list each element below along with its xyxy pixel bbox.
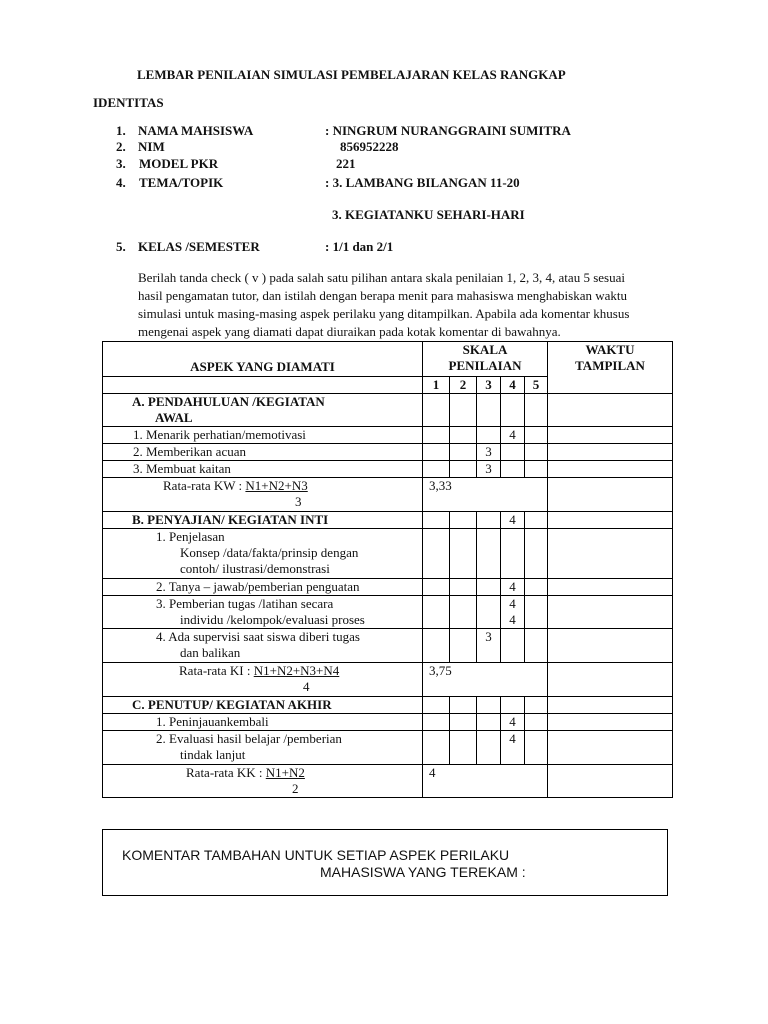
section-title: A. PENDAHULUAN /KEGIATAN [132, 394, 325, 409]
header-aspek: ASPEK YANG DIAMATI [103, 342, 423, 377]
identity-value: 856952228 [340, 139, 399, 154]
score-mark: 4 [501, 579, 525, 596]
assessment-table [102, 341, 673, 798]
identity-value: : 1/1 dan 2/1 [325, 239, 394, 254]
instruction-line: hasil pengamatan tutor, dan istilah dengan berapa menit para mahasiswa menghabiskan waktu [138, 288, 627, 303]
instruction-line: mengenai aspek yang diamati dapat diuraikan pada kotak komentar di bawahnya. [138, 324, 561, 339]
identity-label: KELAS /SEMESTER [138, 239, 260, 254]
scale-number: 1 [423, 377, 450, 394]
comment-title: KOMENTAR TAMBAHAN UNTUK SETIAP ASPEK PERILAKU [122, 847, 510, 863]
table-row: 3. Pemberian tugas /latihan secara individu /kelompok/evaluasi proses 4 4 [103, 596, 673, 629]
scale-number: 3 [477, 377, 501, 394]
table-row [103, 427, 673, 444]
identity-label: NIM [138, 139, 165, 154]
identity-num: 4. [116, 175, 126, 190]
average-value: 4 [423, 765, 548, 798]
aspect-label: 3. Membuat kaitan [103, 461, 423, 478]
average-value: 3,33 [423, 478, 548, 512]
header-skala: SKALA PENILAIAN [423, 342, 548, 377]
identity-value: 3. KEGIATANKU SEHARI-HARI [332, 207, 525, 222]
scale-number: 5 [525, 377, 548, 394]
identity-value: 221 [336, 156, 356, 171]
average-row: Rata-rata KK : N1+N2 2 4 [103, 765, 673, 798]
score-mark: 4 [501, 731, 525, 765]
comment-box[interactable] [102, 829, 668, 896]
aspect-label: 2. Tanya – jawab/pemberian penguatan [103, 579, 423, 596]
section-title: B. PENYAJIAN/ KEGIATAN INTI [103, 512, 423, 529]
identitas-heading: IDENTITAS [93, 95, 164, 110]
comment-subtitle: MAHASISWA YANG TEREKAM : [320, 864, 526, 880]
table-row: 1. Penjelasan Konsep /data/fakta/prinsip dengan contoh/ ilustrasi/demonstrasi [103, 529, 673, 579]
aspect-label: 1. Peninjauankembali [103, 714, 423, 731]
scale-number: 2 [450, 377, 477, 394]
score-mark: 3 [477, 444, 501, 461]
score-mark: 4 4 [501, 596, 525, 629]
section-title: C. PENUTUP/ KEGIATAN AKHIR [103, 697, 423, 714]
header-waktu: WAKTU TAMPILAN [548, 342, 673, 394]
instruction-line: Berilah tanda check ( v ) pada salah satu pilihan antara skala penilaian 1, 2, 3, 4, atau 5 sesuai [138, 270, 625, 285]
section-row [103, 697, 673, 714]
section-row [103, 512, 673, 529]
score-mark: 4 [501, 714, 525, 731]
document-title: LEMBAR PENILAIAN SIMULASI PEMBELAJARAN KELAS RANGKAP [137, 67, 566, 82]
identity-num: 3. [116, 156, 126, 171]
average-row: Rata-rata KW : N1+N2+N3 3 3,33 [103, 478, 673, 512]
average-row: Rata-rata KI : N1+N2+N3+N4 4 3,75 [103, 663, 673, 697]
table-row [103, 444, 673, 461]
table-row [103, 714, 673, 731]
scale-number: 4 [501, 377, 525, 394]
table-row [103, 579, 673, 596]
aspect-label: 2. Memberikan acuan [103, 444, 423, 461]
instruction-line: simulasi untuk masing-masing aspek perilaku yang ditampilkan. Apabila ada komentar khusus [138, 306, 630, 321]
table-row: 4. Ada supervisi saat siswa diberi tugas dan balikan 3 [103, 629, 673, 663]
identity-label: NAMA MAHSISWA [138, 123, 254, 138]
identity-value: : 3. LAMBANG BILANGAN 11-20 [325, 175, 520, 190]
identity-num: 2. [116, 139, 126, 154]
score-mark: 3 [477, 629, 501, 663]
aspect-label: 1. Menarik perhatian/memotivasi [103, 427, 423, 444]
score-mark: 4 [501, 512, 525, 529]
instructions-paragraph [138, 269, 683, 341]
score-mark: 3 [477, 461, 501, 478]
identity-num: 1. [116, 123, 126, 138]
identity-label: MODEL PKR [139, 156, 219, 171]
table-row: 2. Evaluasi hasil belajar /pemberian tindak lanjut 4 [103, 731, 673, 765]
identity-value: : NINGRUM NURANGGRAINI SUMITRA [325, 123, 571, 138]
identity-label: TEMA/TOPIK [139, 175, 224, 190]
table-row [103, 461, 673, 478]
identity-num: 5. [116, 239, 126, 254]
average-value: 3,75 [423, 663, 548, 697]
score-mark: 4 [501, 427, 525, 444]
section-row: A. PENDAHULUAN /KEGIATAN AWAL [103, 394, 673, 427]
